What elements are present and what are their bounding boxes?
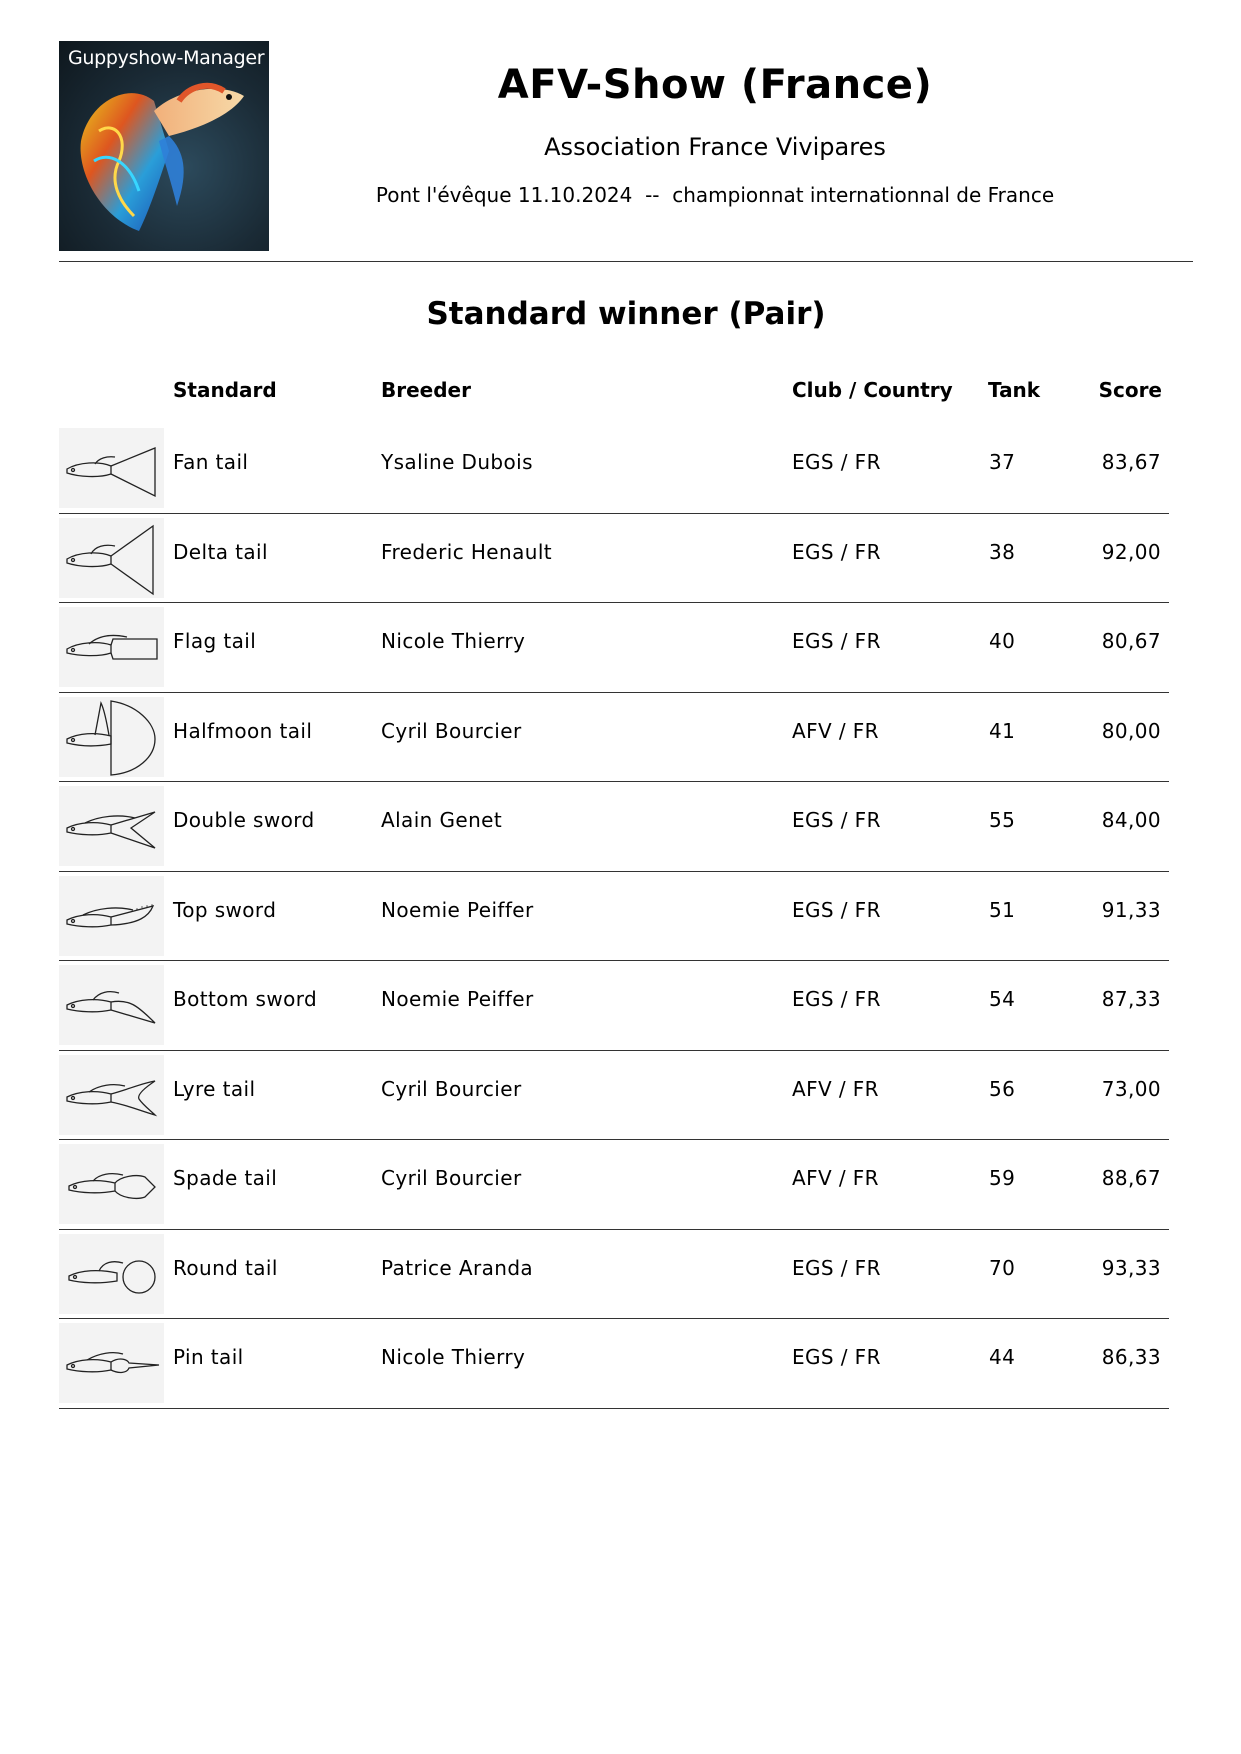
logo: [59, 41, 269, 251]
cell-club-country: EGS / FR: [792, 897, 881, 922]
cell-tank: 54: [989, 987, 1016, 1011]
column-standard: Standard: [173, 378, 277, 402]
top-sword-icon: [59, 876, 164, 956]
cell-standard: Flag tail: [173, 629, 257, 653]
guppy-logo-icon: [59, 41, 269, 251]
table-header: [0, 378, 1241, 408]
organization-name: Association France Vivipares: [544, 133, 886, 161]
table-row: [59, 872, 1169, 962]
table-row: [59, 514, 1169, 604]
cell-standard: Fan tail: [173, 450, 249, 474]
cell-breeder: Patrice Aranda: [381, 1255, 534, 1280]
cell-standard: Delta tail: [173, 539, 268, 564]
table-row: [59, 1140, 1169, 1230]
table-row: [59, 424, 1169, 514]
cell-score: 86,33: [1101, 1345, 1161, 1369]
cell-tank: 41: [989, 718, 1016, 743]
cell-standard: Halfmoon tail: [173, 718, 313, 743]
table-row: [59, 1230, 1169, 1320]
cell-standard: Lyre tail: [173, 1076, 256, 1101]
cell-club-country: AFV / FR: [792, 1076, 879, 1101]
cell-club-country: EGS / FR: [792, 808, 881, 832]
cell-club-country: AFV / FR: [792, 1166, 879, 1190]
cell-club-country: EGS / FR: [792, 987, 881, 1011]
cell-score: 93,33: [1101, 1255, 1161, 1280]
fan-tail-icon: [59, 428, 164, 508]
cell-tank: 70: [989, 1255, 1016, 1280]
cell-score: 88,67: [1101, 1166, 1161, 1190]
cell-score: 84,00: [1101, 808, 1161, 832]
logo-text: Guppyshow-Manager: [68, 47, 265, 69]
cell-breeder: Cyril Bourcier: [381, 1076, 522, 1101]
column-breeder: Breeder: [381, 378, 471, 402]
table-row: [59, 1051, 1169, 1141]
halfmoon-tail-icon: [59, 697, 164, 777]
bottom-sword-icon: [59, 965, 164, 1045]
cell-standard: Double sword: [173, 808, 315, 832]
section-title: Standard winner (Pair): [426, 296, 826, 332]
round-tail-icon: [59, 1234, 164, 1314]
spade-tail-icon: [59, 1144, 164, 1224]
cell-club-country: EGS / FR: [792, 629, 881, 653]
cell-club-country: AFV / FR: [792, 718, 879, 743]
cell-club-country: EGS / FR: [792, 1255, 881, 1280]
double-sword-icon: [59, 786, 164, 866]
cell-score: 73,00: [1101, 1076, 1161, 1101]
column-club-country: Club / Country: [792, 378, 953, 402]
table-row: [59, 693, 1169, 783]
cell-score: 83,67: [1101, 450, 1161, 474]
cell-breeder: Alain Genet: [381, 808, 503, 832]
table-row: [59, 961, 1169, 1051]
cell-breeder: Nicole Thierry: [381, 1345, 526, 1369]
table-row: [59, 1319, 1169, 1409]
cell-tank: 59: [989, 1166, 1016, 1190]
page-title: AFV-Show (France): [497, 62, 933, 108]
cell-tank: 37: [989, 450, 1016, 474]
cell-breeder: Noemie Peiffer: [381, 987, 534, 1011]
cell-standard: Bottom sword: [173, 987, 318, 1011]
cell-score: 91,33: [1101, 897, 1161, 922]
cell-score: 80,67: [1101, 629, 1161, 653]
cell-tank: 38: [989, 539, 1016, 564]
cell-tank: 44: [989, 1345, 1016, 1369]
pin-tail-icon: [59, 1323, 164, 1403]
column-score: Score: [1098, 378, 1162, 402]
column-tank: Tank: [988, 378, 1041, 402]
table-row: [59, 782, 1169, 872]
cell-standard: Top sword: [173, 897, 277, 922]
cell-score: 87,33: [1101, 987, 1161, 1011]
cell-standard: Round tail: [173, 1255, 278, 1280]
cell-standard: Pin tail: [173, 1345, 244, 1369]
cell-score: 92,00: [1101, 539, 1161, 564]
cell-breeder: Cyril Bourcier: [381, 1166, 522, 1190]
flag-tail-icon: [59, 607, 164, 687]
event-info: Pont l'évêque 11.10.2024 -- championnat internationnal de France: [375, 183, 1055, 207]
cell-score: 80,00: [1101, 718, 1161, 743]
cell-tank: 51: [989, 897, 1016, 922]
cell-breeder: Cyril Bourcier: [381, 718, 522, 743]
cell-tank: 55: [989, 808, 1016, 832]
cell-club-country: EGS / FR: [792, 1345, 881, 1369]
cell-club-country: EGS / FR: [792, 539, 881, 564]
cell-breeder: Frederic Henault: [381, 539, 553, 564]
cell-breeder: Ysaline Dubois: [381, 450, 533, 474]
cell-club-country: EGS / FR: [792, 450, 881, 474]
delta-tail-icon: [59, 518, 164, 598]
cell-standard: Spade tail: [173, 1166, 278, 1190]
header-divider: [59, 261, 1193, 262]
lyre-tail-icon: [59, 1055, 164, 1135]
cell-tank: 56: [989, 1076, 1016, 1101]
cell-breeder: Noemie Peiffer: [381, 897, 534, 922]
cell-tank: 40: [989, 629, 1016, 653]
results-table: [59, 424, 1169, 1409]
table-row: [59, 603, 1169, 693]
cell-breeder: Nicole Thierry: [381, 629, 526, 653]
